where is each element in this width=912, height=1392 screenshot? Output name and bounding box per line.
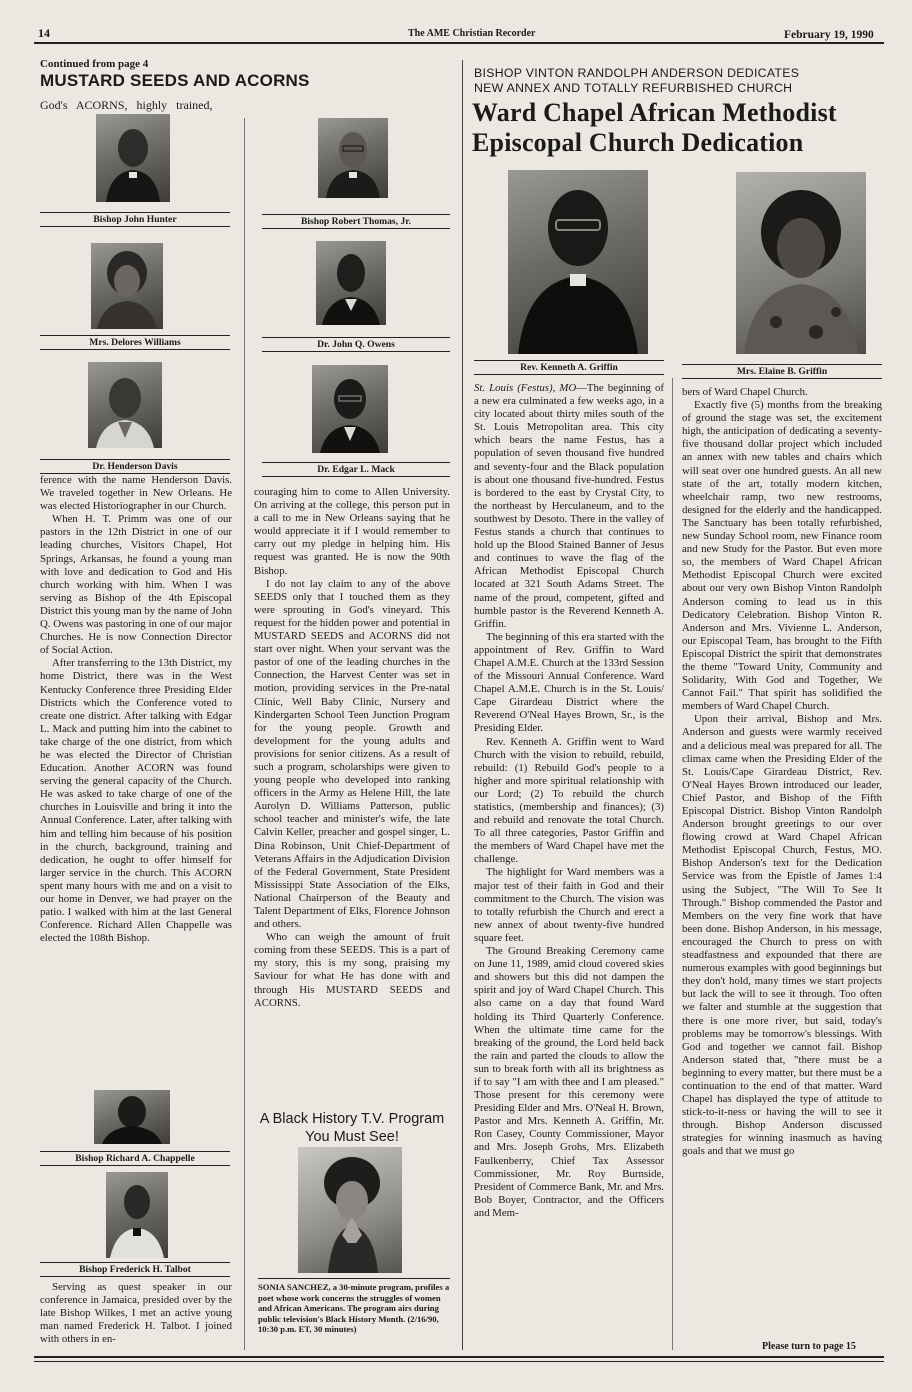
article-title-mustard-seeds: MUSTARD SEEDS AND ACORNS	[40, 71, 310, 90]
caption-kenneth-griffin: Rev. Kenneth A. Griffin	[474, 360, 664, 375]
caption-elaine-griffin: Mrs. Elaine B. Griffin	[682, 364, 882, 379]
portrait-delores-williams	[91, 243, 163, 329]
column-divider-left	[244, 118, 245, 1350]
portrait-kenneth-griffin	[508, 170, 648, 354]
paragraph: Serving as quest speaker in our conference in Jamaica, presided over by the late Bishop Wilkes, I met an active young man named Frederick H. Talbot. I joined with others in en-	[40, 1281, 232, 1346]
caption-henderson-davis: Dr. Henderson Davis	[40, 459, 230, 474]
headline-line-2: Episcopal Church Dedication	[472, 128, 804, 157]
article-kicker-line-1: BISHOP VINTON RANDOLPH ANDERSON DEDICATES	[474, 66, 800, 80]
portrait-elaine-griffin	[736, 172, 866, 354]
mustard-seeds-column-1	[40, 474, 232, 1084]
portrait-edgar-mack	[312, 365, 388, 453]
paragraph: The Ground Breaking Ceremony came on June 11, 1989, amid cloud covered skies and showers but this did not dampen the spirit and joy of Ward Chapel Church. This also came on a day that found Ward holding its Third Quarterly Conference. When the ultimate time came for the breaking of the ground, the Lord held back the rain and parted the clouds to allow the sun to break forth with all its brightness as if to say "I am with thee and I am pleased." Those present for this ceremony were Presiding Elder and Mrs. O'Neal H. Brown, Pastor and Mrs. Kenneth A. Griffin, Mr. Ron Casey, County Commissioner, Mayor and Mrs. Joseph Grohs, Mrs. Elizabeth Faulkenberry, Chief Tax Assessor Commissioner, Mr. Roy Burnside, President of Commerce Bank, Mr. and Mrs. Bob Boyer, Contractor, and the Officers and Mem-	[474, 945, 664, 1219]
paragraph: Rev. Kenneth A. Griffin went to Ward Church with the vision to rebuild, rebuild, rebuild: (1) Rebuild God's people to a higher and more spiritual relationship with our Lord; (2) To rebuild the church statistics, (membership and finances); (3) and rebuild and renovate the total Church. To all three categories, Pastor Griffin and the members of Ward Chapel have met the challenge.	[474, 735, 664, 866]
issue-date: February 19, 1990	[784, 29, 874, 41]
caption-bishop-john-hunter: Bishop John Hunter	[40, 212, 230, 227]
ward-chapel-column-4	[682, 386, 882, 1336]
portrait-bishop-robert-thomas	[318, 118, 388, 198]
continued-from-label: Continued from page 4	[40, 58, 149, 70]
paragraph: After transferring to the 13th District, my home District, there was in the West Kentucky Conference three Presiding Elder Districts which the Conference voted to create one district. After talking with Edgar L. Mack and putting him into the cabinet to take charge of the one district, from which he was elected the Director of Christian Education. Another ACORN was found serving the general capacity of the Church. He was asked to take charge of one of the churches in Louisville and bring it into the Annual Conference. Later, after talking with him and telling him because of his position in the church, background, training and dedication, he ought to offer himself for larger service in the church. This ACORN spent many hours with me and on a visit to our home in Denver, we had prayer on the patio. I walked with him at the last General Conference. Richard Allen Chappelle was elected the 108th Bishop.	[40, 657, 232, 945]
caption-frederick-talbot: Bishop Frederick H. Talbot	[40, 1262, 230, 1277]
paragraph: When H. T. Primm was one of our pastors in the 12th District in one of our leading churches, Visitors Chapel, Hot Springs, Arkansas, he found a young man with love and dedication to God and His church working with him. When I was serving as Bishop of the 4th Episcopal District this young man by the name of John Q. Owens was pastoring in one of our major Churches. He is now Connection Director of Social Action.	[40, 513, 232, 657]
portrait-john-owens	[316, 241, 386, 325]
caption-edgar-mack: Dr. Edgar L. Mack	[262, 462, 450, 477]
page-number: 14	[38, 26, 50, 40]
continued-to-label: Please turn to page 15	[762, 1341, 856, 1352]
ward-chapel-column-3	[474, 382, 664, 1340]
paragraph: The highlight for Ward members was a major test of their faith in God and their commitment to the Church. The vision was to totally refurbish the Church and erect a new annex of about twenty-five hundred square feet.	[474, 866, 664, 944]
paragraph: The beginning of this era started with the appointment of Rev. Griffin to Ward Chapel A.M.E. Church at the 133rd Session of the Missouri Annual Conference. Ward Chapel A.M.E. Church is in the St. Louis/ Cape Girardeau District where the Reverend O'Neal Hayes Brown, Sr., is the Presiding Elder.	[474, 630, 664, 735]
paragraph-text: —The beginning of a new era culminated a few weeks ago, in a city located about thirty miles south of the St. Louis Metropolitan area. This city which bears the name Festus, has a population of seven thousand five hundred and seventy-four and the Black population is about one thousand five-hundred. Festus is bordered to the east by Crystal City, to the northeast by Herculaneum, and to the southwest by Desoto. There in the valley of Festus stands a church that continues to hold up the Blood Stained Banner of Jesus and continues to wave the flag of the African Methodist Episcopal Church located at 321 South Adams Street. The name of the proud, competent, gifted and humble pastor is the Reverend Kenneth A. Griffin.	[474, 382, 664, 630]
article-opening-line: God's ACORNS, highly trained,	[40, 98, 213, 112]
paragraph: Who can weigh the amount of fruit coming from these SEEDS. This is a part of my story, this is my song, praising my Saviour for what He has done with and through His MUSTARD SEEDS and ACORNS.	[254, 931, 450, 1009]
paragraph: Exactly five (5) months from the breaking of ground the stage was set, the excitement high, the anticipation of dedicating a seventy-five thousand dollar project which included an annex with new tables and chairs which will seat over one hundred guests. An all new state of the art, totally modern kitchen, wheelchair ramp, two new restrooms, designed for the elderly and the handicapped. The Sanctuary has been totally refurbished, new Sunday School room, new Finance room and new Study for the Pastor. But even more so, the members of Ward Chapel African Methodist Episcopal Church were excited about our very own Bishop Vinton Randolph Anderson coming to lead us in this Dedicatory Celebration. Bishop Vinton R. Anderson and Mrs. Vivienne L. Anderson, our Episcopal Team, has brought to the Fifth Episcopal District the spirit that demonstrates the theme "Toward Unity, Community and Solidarity, With God and Together, We Cannot Fail." That spirit has solidified the members of Ward Chapel Church.	[682, 399, 882, 713]
headline-line-1: Ward Chapel African Methodist	[472, 98, 837, 127]
portrait-richard-chappelle	[94, 1090, 170, 1144]
caption-bishop-robert-thomas: Bishop Robert Thomas, Jr.	[262, 214, 450, 229]
portrait-henderson-davis	[88, 362, 162, 448]
masthead-rule	[34, 42, 884, 44]
paragraph: Upon their arrival, Bishop and Mrs. Anderson and guests were warmly received and a delicious meal was prepared for all. The climax came when the Presiding Elder of the St. Louis/Cape Girardeau District, Rev. O'Neal Hayes Brown introduced our leader, Chief Pastor, and Bishop of the Fifth Episcopal District. Bishop Vinton Randolph Anderson brought greetings to our over flowing crowd at Ward Chapel African Methodist Episcopal Church, Festus, MO. Bishop Anderson's text for the Dedication Service was from the Epistle of James 1:4 using the Subject, "The Will To See It Through." Bishop commended the Pastor and Members on the very fine work that have been done. Bishop Anderson, in his message, encouraged the Church to press on with steadfastness and expounded that there are numerous examples with good beginnings but they don't hold, many times we start projects but lack the will to see it through. Too often we falter and stumble at the suggestion that there is one more river, but said, today's problems may be tomorrow's blessings. With God and together we cannot fail. Bishop Anderson stated that, "there must be a beginning to every matter, but there must be a continuation to the end of that matter. Ward Chapel has displayed the type of attitude to stick-to-it-ness or having the will to see it through. Bishop Anderson discussed strategies for winning inasmuch as having goals and that we must go	[682, 713, 882, 1158]
mustard-seeds-column-2	[254, 486, 450, 1110]
bottom-rule-top	[34, 1356, 884, 1358]
caption-john-owens: Dr. John Q. Owens	[262, 337, 450, 352]
publication-name: The AME Christian Recorder	[408, 28, 536, 39]
paragraph	[474, 382, 664, 631]
tv-program-headline: A Black History T.V. Program You Must See!	[259, 1111, 445, 1145]
paragraph: ference with the name Henderson Davis. We traveled together in New Orleans. He was elected Historiographer in our Church.	[40, 474, 232, 513]
portrait-bishop-john-hunter	[96, 114, 170, 202]
paragraph: I do not lay claim to any of the above SEEDS only that I touched them as they were sprouting in God's vineyard. This request for the hidden power and potential in MUSTARD SEEDS and ACORNS did not start over night. When your servant was the pastor of one of the leading churches in the Connection, the Harvest Center was set in motion, providing services in the Pre-natal Clinic, Well Baby Clinic, Nursery and Kindergarten School Teen Junction Program for the young people. Growth and development for the young adults and provisions for senior citizens. As a result of such a program, scholarships were given to young people who developed into ranking officers in the Army as Helene Hill, the late Aurolyn D. Williams Patterson, public school teacher and minister's wife, the late Calvin Keller, preacher and gospel singer, L. Dina Robinson, Unit Chief-Department of Veterans Affairs in the Adjudication Division of the Federal Government, State President Mississippi State Association of the Elks, National Chairperson of the Beauty and Talent Department of Elks, Florence Johnson and others.	[254, 577, 450, 931]
paragraph: bers of Ward Chapel Church.	[682, 386, 808, 398]
caption-delores-williams: Mrs. Delores Williams	[40, 335, 230, 350]
caption-richard-chappelle: Bishop Richard A. Chappelle	[40, 1151, 230, 1166]
column-divider-center	[462, 60, 463, 1350]
portrait-frederick-talbot	[106, 1172, 168, 1258]
article-kicker-line-2: NEW ANNEX AND TOTALLY REFURBISHED CHURCH	[474, 81, 793, 95]
column-divider-right	[672, 378, 673, 1350]
sonia-sanchez-caption: SONIA SANCHEZ, a 30-minute program, profiles a poet whose work concerns the struggles of women and African Americans. The program airs during public television's Black History Month. (2/16/90, 10:30 p.m. ET, 30 minutes)	[258, 1278, 450, 1335]
portrait-sonia-sanchez	[298, 1147, 402, 1273]
dateline: St. Louis (Festus), MO	[474, 382, 577, 394]
mustard-seeds-column-1-bottom	[40, 1281, 232, 1346]
paragraph: couraging him to come to Allen University. On arriving at the college, this person put in a call to me in New Orleans saying that he would appreciate it if I would remember to carry out my pledge in helping him. His request was granted. He is now the 90th Bishop.	[254, 486, 450, 577]
bottom-rule-bottom	[34, 1361, 884, 1362]
